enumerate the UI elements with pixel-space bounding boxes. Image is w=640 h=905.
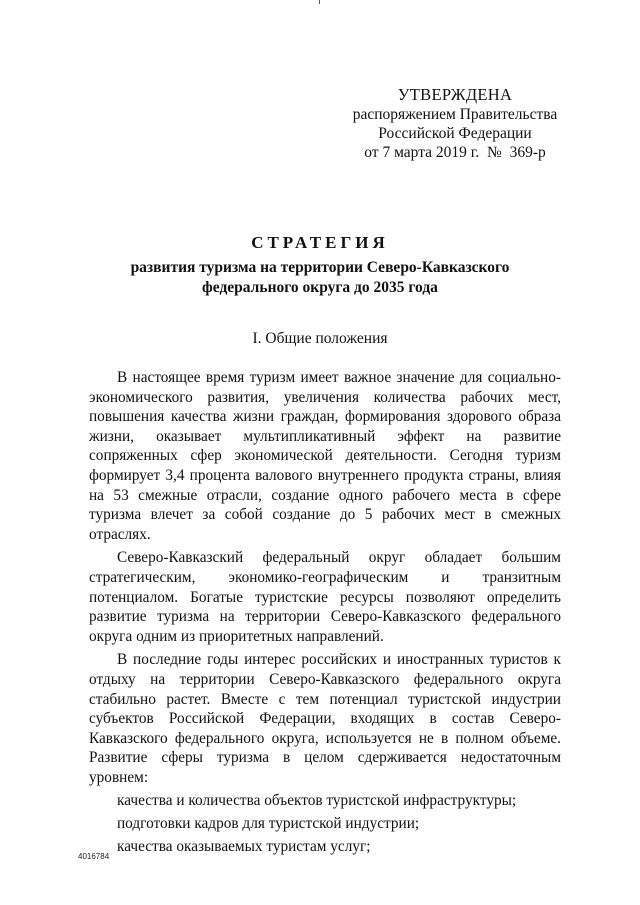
approval-line: Российской Федерации (378, 125, 532, 142)
approval-date-number: от 7 марта 2019 г. № 369-р (364, 144, 546, 161)
approval-block (330, 85, 580, 162)
paragraph: В последние годы интерес российских и иностранных туристов к отдыху на территории Северо-Кавказского федерального округа стабильно растет. Вместе с тем потенциал туристской индустрии субъектов Российской Федерации, входящих в состав Северо-Кавказского федерального округа, используется не в полном объеме. Развитие сферы туризма в целом сдерживается недостаточным уровнем: (89, 651, 561, 786)
page-top-mark (319, 0, 320, 4)
subtitle-line: федерального округа до 2035 года (202, 278, 438, 296)
list-item: качества и количества объектов туристской инфраструктуры; (117, 792, 517, 810)
subtitle-line: развития туризма на территории Северо-Кавказского (130, 259, 510, 276)
list-item: подготовки кадров для туристской индустрии; (117, 815, 420, 833)
approval-heading: УТВЕРЖДЕНА (397, 85, 513, 104)
approval-line: распоряжением Правительства (352, 106, 558, 123)
document-body (89, 368, 561, 859)
constraint-list (89, 791, 561, 856)
document-title: СТРАТЕГИЯ (251, 233, 389, 252)
document-number: 4016784 (78, 852, 110, 861)
section-heading: I. Общие положения (252, 330, 388, 347)
document-subtitle (120, 258, 520, 297)
paragraph: Северо-Кавказский федеральный округ обладает большим стратегическим, экономико-географическим и транзитным потенциалом. Богатые туристские ресурсы позволяют определить развитие туризма на территории Северо-Кавказского федерального округа одним из приоритетных направлений. (89, 549, 561, 645)
paragraph: В настоящее время туризм имеет важное значение для социально-экономического развития, увеличения количества рабочих мест, повышения качества жизни граждан, формирования здорового образа жизни, оказывает мультипликативный эффект на развитие сопряженных сфер экономической деятельности. Сегодня туризм формирует 3,4 процента валового внутреннего продукта страны, влияя на 53 смежные отрасли, создание одного рабочего места в сфере туризма влечет за собой создание до 5 рабочих мест в смежных отраслях. (89, 369, 561, 543)
list-item: качества оказываемых туристам услуг; (117, 837, 371, 855)
